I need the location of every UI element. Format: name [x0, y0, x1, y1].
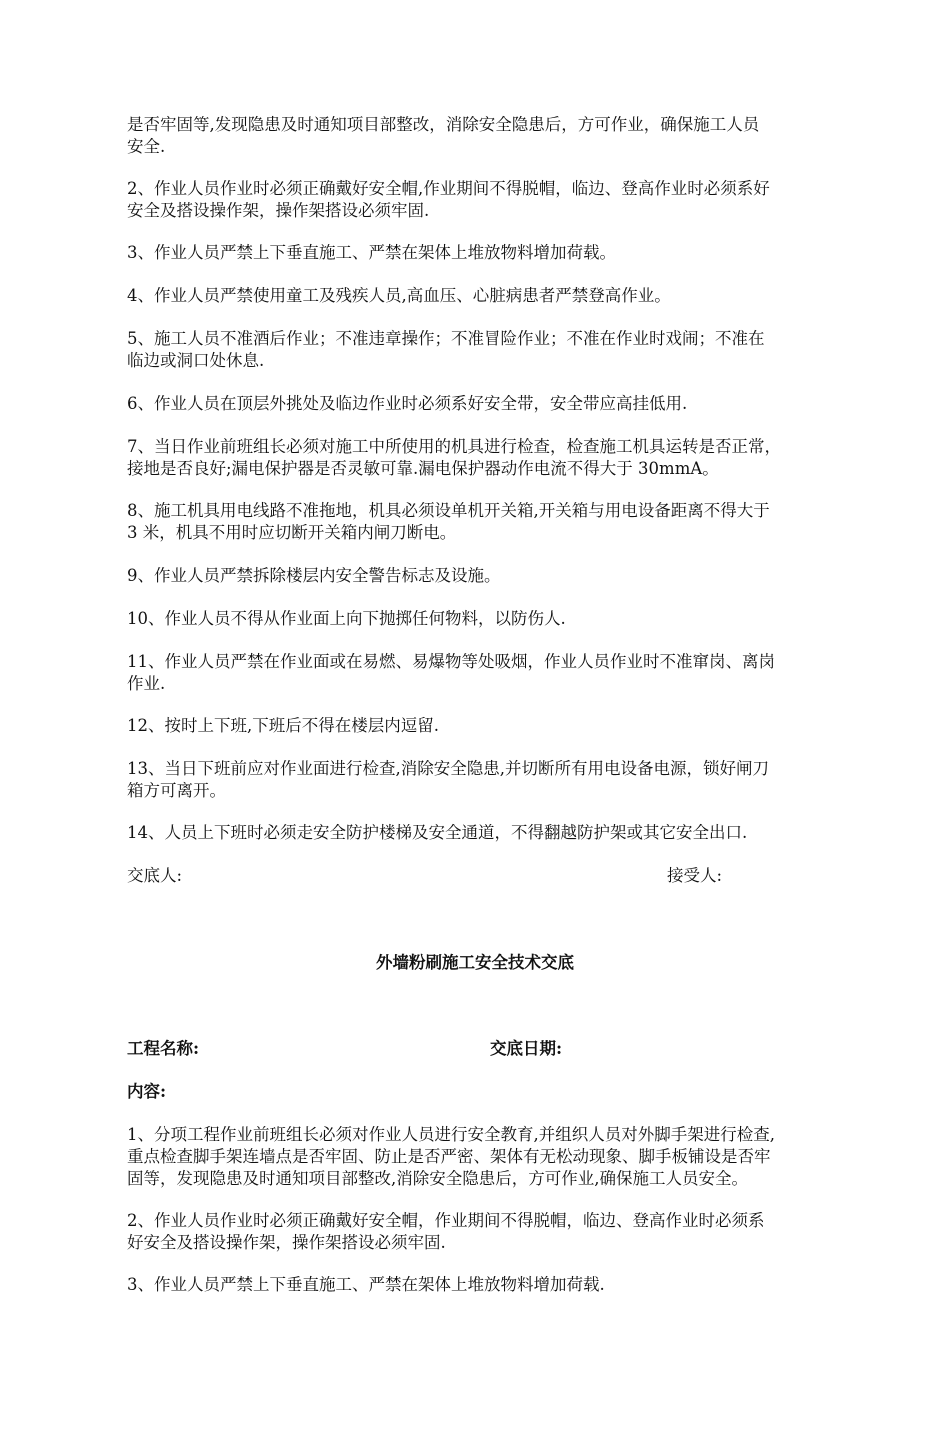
rule-item-6: 6、作业人员在顶层外挑处及临边作业时必须系好安全带，安全带应高挂低用.: [127, 394, 688, 413]
received-by-label: 接受人:: [667, 866, 723, 885]
rule-item-7: 7、当日作业前班组长必须对施工中所使用的机具进行检查，检查施工机具运转是否正常， 接地是否良好;漏电保护器是否灵敏可靠.漏电保护器动作电流不得大于 30mmA。: [127, 437, 781, 478]
rule-item-13: 13、当日下班前应对作业面进行检查,消除安全隐患,并切断所有用电设备电源，锁好闸刀 箱方可离开。: [127, 759, 769, 800]
rule-item-11: 11、作业人员严禁在作业面或在易燃、易爆物等处吸烟，作业人员作业时不准窜岗、离岗 作业.: [127, 652, 775, 693]
content-label: 内容:: [127, 1082, 167, 1101]
rule-item-3: 3、作业人员严禁上下垂直施工、严禁在架体上堆放物料增加荷载。: [127, 243, 616, 262]
rule-item-12: 12、按时上下班,下班后不得在楼层内逗留.: [127, 716, 439, 735]
rule-item-14: 14、人员上下班时必须走安全防护楼梯及安全通道，不得翻越防护架或其它安全出口.: [127, 823, 748, 842]
paragraph-continued: 是否牢固等,发现隐患及时通知项目部整改，消除安全隐患后，方可作业，确保施工人员 安全.: [127, 115, 760, 156]
section2-item-1: 1、分项工程作业前班组长必须对作业人员进行安全教育,并组织人员对外脚手架进行检查, 重点检查脚手架连墙点是否牢固、防止是否严密、架体有无松动现象、脚手板铺设是否牢 固等，发现隐患及时通知项目部整改,消除安全隐患后，方可作业,确保施工人员安全。: [127, 1125, 775, 1188]
project-name-label: 工程名称:: [127, 1039, 200, 1058]
handover-date-label: 交底日期:: [490, 1039, 563, 1058]
rule-item-9: 9、作业人员严禁拆除楼层内安全警告标志及设施。: [127, 566, 501, 585]
section-title: 外墙粉刷施工安全技术交底: [376, 953, 574, 972]
handover-by-label: 交底人:: [127, 866, 183, 885]
section2-item-3: 3、作业人员严禁上下垂直施工、严禁在架体上堆放物料增加荷载.: [127, 1275, 605, 1294]
rule-item-5: 5、施工人员不准酒后作业；不准违章操作；不准冒险作业；不准在作业时戏闹；不准在 临边或洞口处休息.: [127, 329, 765, 370]
rule-item-4: 4、作业人员严禁使用童工及残疾人员,高血压、心脏病患者严禁登高作业。: [127, 286, 671, 305]
rule-item-8: 8、施工机具用电线路不准拖地，机具必须设单机开关箱,开关箱与用电设备距离不得大于 3 米，机具不用时应切断开关箱内闸刀断电。: [127, 501, 770, 542]
rule-item-10: 10、作业人员不得从作业面上向下抛掷任何物料，以防伤人.: [127, 609, 566, 628]
section2-item-2: 2、作业人员作业时必须正确戴好安全帽，作业期间不得脱帽，临边、登高作业时必须系 好安全及搭设操作架，操作架搭设必须牢固.: [127, 1211, 765, 1252]
rule-item-2: 2、作业人员作业时必须正确戴好安全帽,作业期间不得脱帽，临边、登高作业时必须系好 安全及搭设操作架，操作架搭设必须牢固.: [127, 179, 770, 220]
